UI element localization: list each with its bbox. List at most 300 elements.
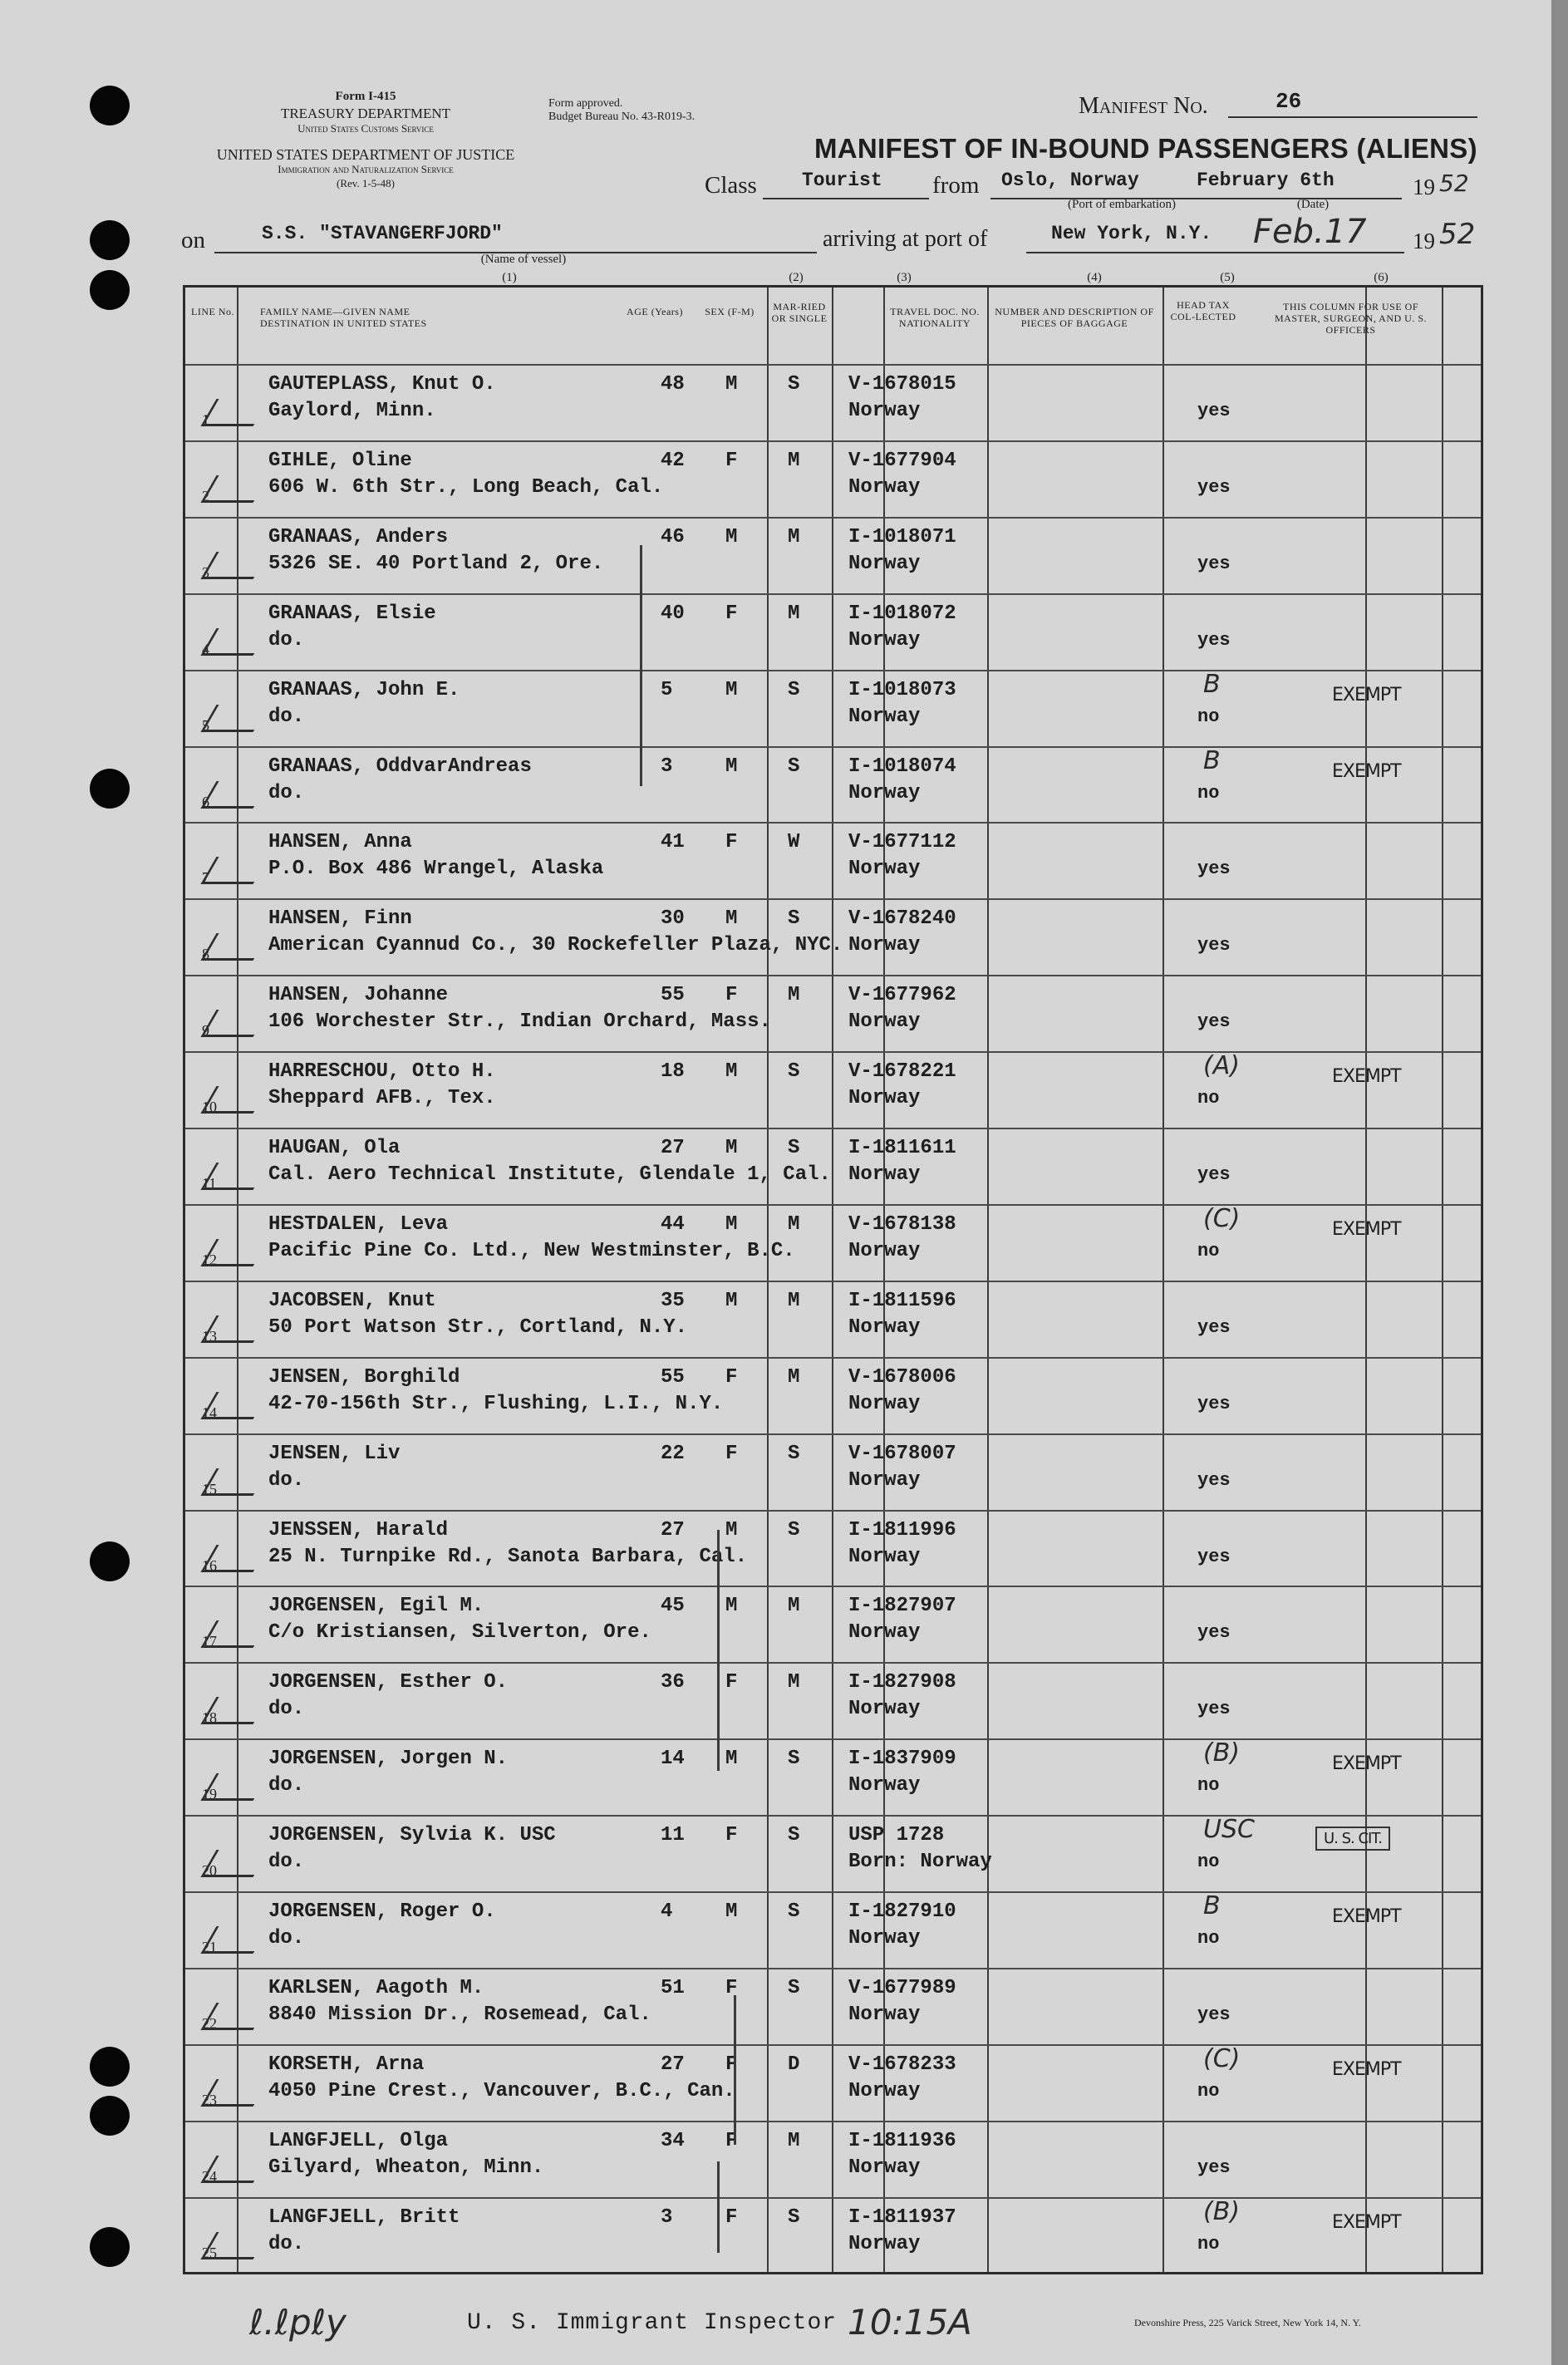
tax-status-mark: (B) <box>1203 2196 1240 2226</box>
passenger-age: 55 <box>661 1365 685 1389</box>
table-row <box>185 1586 1481 1662</box>
head-tax-collected: no <box>1197 1240 1220 1261</box>
line-number: 6 <box>202 793 209 810</box>
binder-hole <box>90 769 130 809</box>
table-row <box>185 1051 1481 1128</box>
printer-credit: Devonshire Press, 225 Varick Street, New York 14, N. Y. <box>1134 2317 1361 2328</box>
travel-doc-no: I-1837909 <box>848 1748 956 1771</box>
table-row <box>185 670 1481 746</box>
passenger-destination: Cal. Aero Technical Institute, Glendale 1, Cal. <box>268 1163 831 1186</box>
travel-doc-no: I-1018073 <box>848 678 956 701</box>
passenger-marital-status: M <box>788 449 800 472</box>
line-number: 10 <box>202 1099 217 1116</box>
line-number: 7 <box>202 869 209 887</box>
table-row <box>185 898 1481 975</box>
passenger-table <box>183 285 1483 2274</box>
check-mark-icon <box>200 1163 268 1190</box>
officer-stamp: EXEMPT <box>1332 684 1401 706</box>
nationality: Norway <box>848 1545 921 1568</box>
travel-doc-no: I-1811937 <box>848 2205 956 2229</box>
nationality: Norway <box>848 1392 921 1415</box>
check-mark-icon <box>200 781 268 809</box>
nationality: Norway <box>848 1927 921 1950</box>
passenger-sex: F <box>725 2205 738 2229</box>
check-mark-icon <box>200 1468 268 1496</box>
travel-doc-no: I-1018072 <box>848 602 956 625</box>
check-mark-icon <box>200 552 268 579</box>
col-travel-header: TRAVEL DOC. NO. NATIONALITY <box>890 306 980 329</box>
table-row <box>185 1891 1481 1968</box>
passenger-destination: American Cyannud Co., 30 Rockefeller Plaza, NYC. <box>268 934 843 957</box>
table-row <box>185 1204 1481 1281</box>
passenger-age: 3 <box>661 755 673 778</box>
passenger-sex: M <box>725 1289 738 1312</box>
travel-doc-no: V-1678007 <box>848 1442 956 1465</box>
table-row <box>185 822 1481 898</box>
table-row <box>185 1281 1481 1357</box>
year-prefix-1: 19 <box>1413 175 1435 199</box>
head-tax-collected: no <box>1197 1775 1220 1797</box>
line-number: 21 <box>202 1939 217 1955</box>
head-tax-collected: no <box>1197 782 1220 804</box>
head-tax-collected: yes <box>1197 1393 1231 1414</box>
treasury-dept: TREASURY DEPARTMENT <box>280 106 451 121</box>
passenger-destination: do. <box>268 1774 305 1797</box>
passenger-sex: F <box>725 449 738 472</box>
passenger-name: JORGENSEN, Roger O. <box>268 1900 496 1923</box>
passenger-sex: F <box>725 602 738 625</box>
head-tax-collected: yes <box>1197 476 1231 498</box>
passenger-destination: 606 W. 6th Str., Long Beach, Cal. <box>268 475 664 499</box>
tax-status-mark: (B) <box>1203 1738 1240 1768</box>
binder-hole <box>90 2096 130 2136</box>
passenger-age: 34 <box>661 2129 685 2152</box>
table-row <box>185 440 1481 517</box>
passenger-name: JORGENSEN, Egil M. <box>268 1595 484 1618</box>
col-tax-header: HEAD TAX COL-LECTED <box>1170 299 1236 322</box>
line-number: 25 <box>202 2244 217 2261</box>
family-bracket <box>734 1995 736 2145</box>
vessel-caption: (Name of vessel) <box>480 253 567 266</box>
travel-doc-no: I-1827908 <box>848 1671 956 1694</box>
passenger-name: HAUGAN, Ola <box>268 1137 401 1159</box>
inspection-time: 10:15A <box>848 2302 972 2343</box>
travel-doc-no: V-1677112 <box>848 831 956 854</box>
passenger-name: JENSSEN, Harald <box>268 1518 449 1541</box>
passenger-age: 27 <box>661 1137 685 1159</box>
revision: (Rev. 1-5-48) <box>337 177 395 189</box>
passenger-sex: M <box>725 373 738 396</box>
travel-doc-no: V-1678240 <box>848 907 956 931</box>
nationality: Norway <box>848 475 921 499</box>
passenger-destination: do. <box>268 1927 305 1950</box>
head-tax-collected: yes <box>1197 553 1231 574</box>
passenger-marital-status: M <box>788 1671 800 1694</box>
officer-stamp: EXEMPT <box>1332 1218 1401 1240</box>
passenger-sex: F <box>725 1442 738 1465</box>
col-num-6: (6) <box>1374 271 1389 284</box>
head-tax-collected: no <box>1197 1851 1220 1873</box>
passenger-destination: do. <box>268 781 305 804</box>
nationality: Norway <box>848 1774 921 1797</box>
col-officers-header: THIS COLUMN FOR USE OF MASTER, SURGEON, AND U. S. OFFICERS <box>1274 301 1428 336</box>
officer-stamp: EXEMPT <box>1332 2058 1401 2080</box>
nationality: Norway <box>848 400 921 422</box>
officer-stamp: EXEMPT <box>1332 2211 1401 2233</box>
from-label: from <box>932 172 980 199</box>
travel-doc-no: I-1811996 <box>848 1518 956 1541</box>
passenger-marital-status: M <box>788 984 800 1007</box>
passenger-name: GRANAAS, John E. <box>268 678 460 701</box>
passenger-age: 5 <box>661 678 673 701</box>
passenger-marital-status: S <box>788 1060 800 1084</box>
check-mark-icon <box>200 1697 268 1724</box>
passenger-sex: F <box>725 831 738 854</box>
class-label: Class <box>705 172 757 199</box>
officer-stamp: EXEMPT <box>1332 1066 1401 1088</box>
tax-status-mark: B <box>1203 745 1221 775</box>
customs-service: United States Customs Service <box>297 122 434 135</box>
passenger-sex: M <box>725 1137 738 1159</box>
col-name-header: FAMILY NAME—GIVEN NAME DESTINATION IN UNITED STATES <box>260 306 427 329</box>
passenger-destination: do. <box>268 1468 305 1492</box>
col-num-2: (2) <box>789 271 804 284</box>
passenger-marital-status: S <box>788 1824 800 1847</box>
col-baggage-header: NUMBER AND DESCRIPTION OF PIECES OF BAGGAGE <box>995 306 1154 329</box>
passenger-sex: F <box>725 1365 738 1389</box>
passenger-name: HANSEN, Finn <box>268 907 412 931</box>
passenger-sex: F <box>725 1824 738 1847</box>
year-suffix-2: 52 <box>1439 218 1476 251</box>
check-mark-icon <box>200 933 268 961</box>
nationality: Norway <box>848 2079 921 2102</box>
check-mark-icon <box>200 1773 268 1801</box>
passenger-name: KARLSEN, Aagoth M. <box>268 1976 484 1999</box>
passenger-name: JENSEN, Borghild <box>268 1365 460 1389</box>
passenger-name: GAUTEPLASS, Knut O. <box>268 373 496 396</box>
passenger-marital-status: S <box>788 907 800 931</box>
col-sex-header: SEX (F-M) <box>705 306 755 317</box>
passenger-age: 45 <box>661 1595 685 1618</box>
tax-status-mark: B <box>1203 669 1221 699</box>
passenger-name: HANSEN, Anna <box>268 831 412 854</box>
nationality: Norway <box>848 1621 921 1645</box>
nationality: Norway <box>848 934 921 957</box>
col-married-header: MAR-RIED OR SINGLE <box>771 301 828 324</box>
passenger-destination: Gaylord, Minn. <box>268 400 436 422</box>
head-tax-collected: yes <box>1197 2004 1231 2025</box>
passenger-marital-status: S <box>788 1442 800 1465</box>
col-num-1: (1) <box>502 271 517 284</box>
class-value: Tourist <box>802 170 882 191</box>
passenger-sex: M <box>725 525 738 548</box>
passenger-age: 51 <box>661 1976 685 1999</box>
table-row <box>185 1968 1481 2044</box>
arrival-line <box>1026 252 1404 253</box>
nationality: Norway <box>848 2003 921 2026</box>
form-approved: Form approved. <box>548 97 623 110</box>
passenger-destination: C/o Kristiansen, Silverton, Ore. <box>268 1621 651 1645</box>
class-line <box>763 198 929 199</box>
nationality: Norway <box>848 705 921 728</box>
inspector-label: U. S. Immigrant Inspector <box>467 2310 838 2336</box>
line-number: 14 <box>202 1404 217 1421</box>
head-tax-collected: no <box>1197 2233 1220 2254</box>
passenger-age: 48 <box>661 373 685 396</box>
passenger-name: JORGENSEN, Esther O. <box>268 1671 509 1694</box>
line-number: 8 <box>202 946 209 963</box>
passenger-destination: 42-70-156th Str., Flushing, L.I., N.Y. <box>268 1392 724 1415</box>
head-tax-collected: yes <box>1197 2156 1231 2178</box>
passenger-sex: M <box>725 1748 738 1771</box>
passenger-age: 22 <box>661 1442 685 1465</box>
binder-hole <box>90 2047 130 2087</box>
passenger-marital-status: S <box>788 1518 800 1541</box>
passenger-sex: M <box>725 1900 738 1923</box>
table-row <box>185 975 1481 1051</box>
head-tax-collected: no <box>1197 1928 1220 1949</box>
passenger-name: GRANAAS, Elsie <box>268 602 436 625</box>
passenger-marital-status: M <box>788 1212 800 1236</box>
passenger-destination: 50 Port Watson Str., Cortland, N.Y. <box>268 1315 688 1339</box>
passenger-age: 27 <box>661 2053 685 2076</box>
head-tax-collected: yes <box>1197 1316 1231 1338</box>
passenger-destination: do. <box>268 705 305 728</box>
passenger-marital-status: S <box>788 1748 800 1771</box>
passenger-name: JORGENSEN, Sylvia K. USC <box>268 1824 556 1847</box>
travel-doc-no: I-1811596 <box>848 1289 956 1312</box>
passenger-destination: 106 Worchester Str., Indian Orchard, Mass. <box>268 1010 771 1034</box>
travel-doc-no: V-1677989 <box>848 1976 956 1999</box>
nationality: Norway <box>848 858 921 881</box>
head-tax-collected: yes <box>1197 1622 1231 1644</box>
passenger-destination: Gilyard, Wheaton, Minn. <box>268 2156 544 2179</box>
binder-hole <box>90 220 130 260</box>
check-mark-icon <box>200 628 268 656</box>
passenger-age: 35 <box>661 1289 685 1312</box>
passenger-marital-status: M <box>788 1365 800 1389</box>
nationality: Norway <box>848 1698 921 1721</box>
passenger-marital-status: S <box>788 678 800 701</box>
check-mark-icon <box>200 2003 268 2030</box>
travel-doc-no: V-1678221 <box>848 1060 956 1084</box>
travel-doc-no: I-1018074 <box>848 755 956 778</box>
passenger-age: 55 <box>661 984 685 1007</box>
passenger-destination: P.O. Box 486 Wrangel, Alaska <box>268 858 604 881</box>
passenger-name: GIHLE, Oline <box>268 449 412 472</box>
passenger-sex: M <box>725 1518 738 1541</box>
table-row <box>185 1738 1481 1815</box>
check-mark-icon <box>200 1620 268 1648</box>
head-tax-collected: no <box>1197 706 1220 727</box>
passenger-name: HANSEN, Johanne <box>268 984 449 1007</box>
table-row <box>185 1815 1481 1891</box>
passenger-destination: do. <box>268 628 305 651</box>
line-number: 9 <box>202 1022 209 1040</box>
officer-stamp: EXEMPT <box>1332 1753 1401 1775</box>
head-tax-collected: yes <box>1197 1546 1231 1567</box>
passenger-marital-status: S <box>788 2205 800 2229</box>
travel-doc-no: I-1018071 <box>848 525 956 548</box>
passenger-destination: Sheppard AFB., Tex. <box>268 1087 496 1110</box>
nationality: Norway <box>848 1010 921 1034</box>
line-number: 1 <box>202 411 209 428</box>
passenger-marital-status: M <box>788 1595 800 1618</box>
table-row <box>185 364 1481 440</box>
nationality: Norway <box>848 1239 921 1262</box>
head-tax-collected: yes <box>1197 935 1231 956</box>
passenger-destination: do. <box>268 2232 305 2255</box>
head-tax-collected: yes <box>1197 1469 1231 1491</box>
check-mark-icon <box>200 2156 268 2183</box>
passenger-marital-status: M <box>788 525 800 548</box>
col-num-4: (4) <box>1087 271 1102 284</box>
travel-doc-no: I-1811611 <box>848 1137 956 1159</box>
col-age-header: AGE (Years) <box>627 306 683 317</box>
line-number: 22 <box>202 2014 217 2032</box>
nationality: Norway <box>848 2232 921 2255</box>
check-mark-icon <box>200 857 268 884</box>
table-row <box>185 1662 1481 1738</box>
line-number: 11 <box>202 1175 217 1192</box>
line-number: 3 <box>202 563 209 581</box>
line-number: 18 <box>202 1709 217 1727</box>
passenger-marital-status: S <box>788 1976 800 1999</box>
manifest-no-line <box>1228 116 1477 118</box>
passenger-marital-status: M <box>788 2129 800 2152</box>
passenger-age: 18 <box>661 1060 685 1084</box>
tax-status-mark: (C) <box>1203 1203 1241 1233</box>
check-mark-icon <box>200 2079 268 2107</box>
passenger-name: HESTDALEN, Leva <box>268 1212 449 1236</box>
line-number: 19 <box>202 1786 217 1803</box>
line-number: 13 <box>202 1327 217 1345</box>
passenger-sex: M <box>725 755 738 778</box>
line-number: 2 <box>202 487 209 504</box>
head-tax-collected: yes <box>1197 629 1231 651</box>
tax-status-mark: USC <box>1203 1815 1255 1845</box>
nationality: Norway <box>848 552 921 575</box>
passenger-destination: 25 N. Turnpike Rd., Sanota Barbara, Cal. <box>268 1545 748 1568</box>
passenger-age: 30 <box>661 907 685 931</box>
line-number: 17 <box>202 1633 217 1650</box>
head-tax-collected: yes <box>1197 401 1231 421</box>
justice-dept: UNITED STATES DEPARTMENT OF JUSTICE <box>216 146 515 163</box>
passenger-sex: F <box>725 2053 738 2076</box>
line-number: 5 <box>202 716 209 734</box>
family-bracket <box>717 1530 720 1771</box>
col-num-5: (5) <box>1220 271 1235 284</box>
table-row <box>185 2044 1481 2121</box>
family-bracket <box>640 545 642 786</box>
passenger-age: 41 <box>661 831 685 854</box>
passenger-marital-status: S <box>788 373 800 396</box>
check-mark-icon <box>200 1392 268 1419</box>
embarkation-date: February 6th <box>1197 170 1335 191</box>
table-row <box>185 593 1481 670</box>
travel-doc-no: USP 1728 <box>848 1824 945 1847</box>
passenger-destination: Pacific Pine Co. Ltd., New Westminster, B.C. <box>268 1239 795 1262</box>
year-suffix-1: 52 <box>1439 170 1469 197</box>
binder-hole <box>90 1541 130 1581</box>
line-number: 16 <box>202 1556 217 1574</box>
tax-status-mark: B <box>1203 1891 1221 1920</box>
passenger-sex: F <box>725 1976 738 1999</box>
tax-status-mark: (A) <box>1203 1051 1240 1081</box>
check-mark-icon <box>200 1086 268 1114</box>
arrival-port: New York, N.Y. <box>1051 223 1212 244</box>
travel-doc-no: V-1677904 <box>848 449 956 472</box>
passenger-age: 36 <box>661 1671 685 1694</box>
budget-bureau: Budget Bureau No. 43-R019-3. <box>548 111 696 123</box>
passenger-age: 3 <box>661 2205 673 2229</box>
passenger-age: 27 <box>661 1518 685 1541</box>
head-tax-collected: yes <box>1197 1164 1231 1185</box>
line-number: 20 <box>202 1862 217 1880</box>
passenger-name: LANGFJELL, Britt <box>268 2205 460 2229</box>
passenger-name: GRANAAS, Anders <box>268 525 449 548</box>
check-mark-icon <box>200 1850 268 1877</box>
passenger-marital-status: D <box>788 2053 800 2076</box>
on-label: on <box>181 227 205 253</box>
binder-hole <box>90 270 130 310</box>
passenger-sex: M <box>725 678 738 701</box>
form-number: Form I-415 <box>335 90 396 103</box>
passenger-destination: 8840 Mission Dr., Rosemead, Cal. <box>268 2003 651 2026</box>
passenger-age: 44 <box>661 1212 685 1236</box>
travel-doc-no: I-1811936 <box>848 2129 956 2152</box>
passenger-sex: M <box>725 1595 738 1618</box>
passenger-marital-status: W <box>788 831 800 854</box>
nationality: Norway <box>848 1468 921 1492</box>
head-tax-collected: no <box>1197 1088 1220 1109</box>
passenger-sex: M <box>725 907 738 931</box>
head-tax-collected: no <box>1197 2080 1220 2102</box>
passenger-sex: F <box>725 984 738 1007</box>
passenger-name: JORGENSEN, Jorgen N. <box>268 1748 509 1771</box>
check-mark-icon <box>200 1010 268 1037</box>
passenger-age: 42 <box>661 449 685 472</box>
passenger-name: HARRESCHOU, Otto H. <box>268 1060 496 1084</box>
nationality: Norway <box>848 1163 921 1186</box>
table-row <box>185 2197 1481 2274</box>
table-row <box>185 1433 1481 1510</box>
officer-stamp: U. S. CIT. <box>1315 1827 1390 1851</box>
passenger-name: GRANAAS, OddvarAndreas <box>268 755 532 778</box>
table-row <box>185 1357 1481 1433</box>
vessel-name: S.S. "STAVANGERFJORD" <box>262 223 503 244</box>
passenger-name: JENSEN, Liv <box>268 1442 401 1465</box>
travel-doc-no: V-1677962 <box>848 984 956 1007</box>
manifest-title: MANIFEST OF IN-BOUND PASSENGERS (ALIENS) <box>814 133 1477 164</box>
travel-doc-no: I-1827907 <box>848 1595 956 1618</box>
passenger-age: 4 <box>661 1900 673 1923</box>
head-tax-collected: yes <box>1197 858 1231 880</box>
check-mark-icon <box>200 475 268 503</box>
passenger-destination: do. <box>268 1851 305 1874</box>
travel-doc-no: V-1678138 <box>848 1212 956 1236</box>
col-line-header: LINE No. <box>191 306 234 317</box>
tax-status-mark: (C) <box>1203 2043 1241 2073</box>
nationality: Norway <box>848 628 921 651</box>
passenger-marital-status: S <box>788 1900 800 1923</box>
officer-stamp: EXEMPT <box>1332 1906 1401 1927</box>
travel-doc-no: V-1678233 <box>848 2053 956 2076</box>
ins-service: Immigration and Naturalization Service <box>278 163 454 175</box>
check-mark-icon <box>200 399 268 426</box>
port-of-embarkation: Oslo, Norway <box>1001 170 1139 191</box>
passenger-sex: M <box>725 1212 738 1236</box>
